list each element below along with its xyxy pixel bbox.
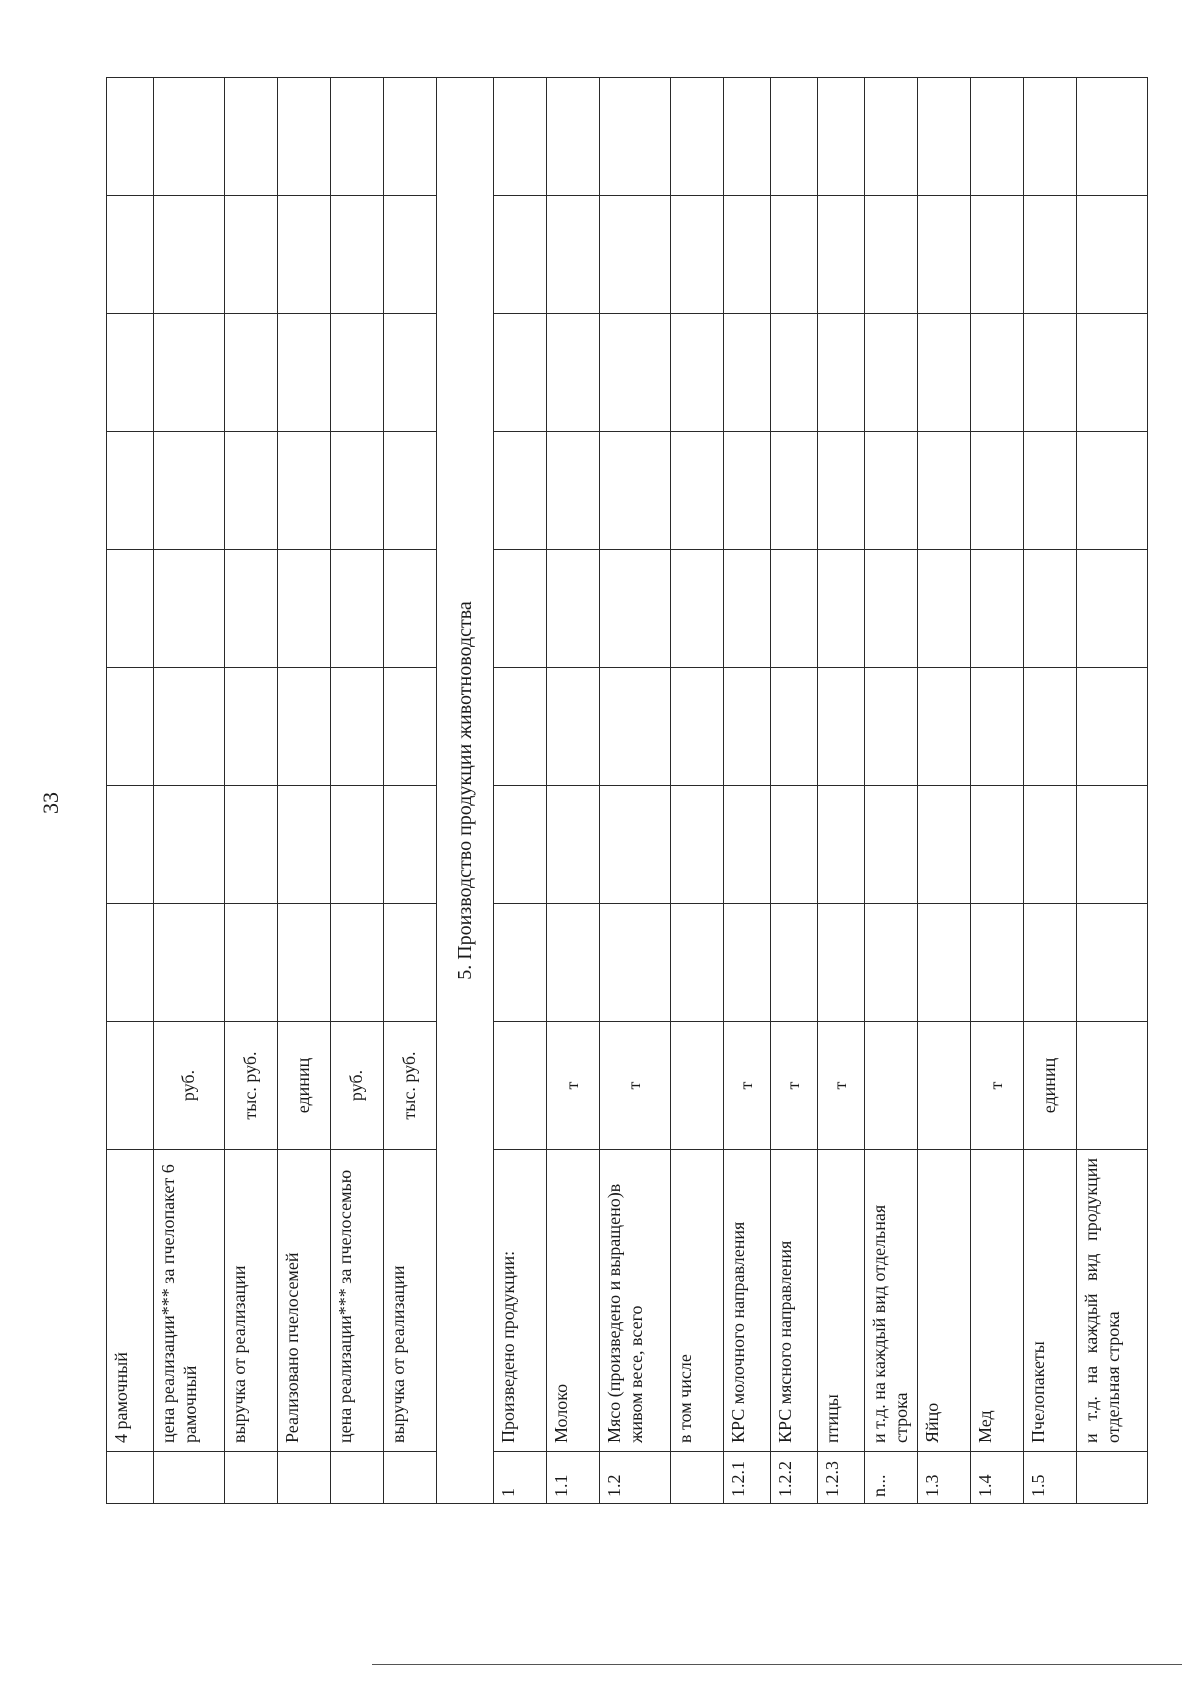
- value-cell: [918, 904, 971, 1022]
- value-cell: [331, 550, 384, 668]
- row-number: n...: [865, 1452, 918, 1504]
- value-cell: [671, 904, 724, 1022]
- value-cell: [278, 904, 331, 1022]
- value-cell: [1077, 786, 1148, 904]
- row-label: Мясо (произведено и выращено)в живом весе, всего: [600, 1150, 671, 1452]
- value-cell: [278, 78, 331, 196]
- value-cell: [547, 550, 600, 668]
- value-cell: [771, 550, 818, 668]
- value-cell: [771, 904, 818, 1022]
- value-cell: [107, 432, 154, 550]
- value-cell: [1024, 78, 1077, 196]
- row-label: Реализовано пчелосемей: [278, 1150, 331, 1452]
- row-number: 1: [494, 1452, 547, 1504]
- value-cell: [865, 550, 918, 668]
- value-cell: [1077, 432, 1148, 550]
- row-number: [225, 1452, 278, 1504]
- value-cell: [494, 432, 547, 550]
- value-cell: [331, 432, 384, 550]
- value-cell: [724, 786, 771, 904]
- value-cell: [971, 196, 1024, 314]
- table-row: [154, 78, 225, 1504]
- value-cell: [278, 668, 331, 786]
- livestock-production-table: [106, 77, 1148, 1504]
- value-cell: [494, 786, 547, 904]
- value-cell: [818, 432, 865, 550]
- value-cell: [771, 196, 818, 314]
- value-cell: [547, 196, 600, 314]
- row-label: в том числе: [671, 1150, 724, 1452]
- value-cell: [278, 196, 331, 314]
- row-unit: руб.: [154, 1022, 225, 1150]
- row-unit: [671, 1022, 724, 1150]
- row-label: птицы: [818, 1150, 865, 1452]
- table-row: [1077, 78, 1148, 1504]
- value-cell: [671, 314, 724, 432]
- value-cell: [865, 314, 918, 432]
- value-cell: [771, 314, 818, 432]
- row-unit: тыс. руб.: [225, 1022, 278, 1150]
- row-number: 1.2.3: [818, 1452, 865, 1504]
- value-cell: [547, 786, 600, 904]
- row-unit: т: [818, 1022, 865, 1150]
- value-cell: [971, 786, 1024, 904]
- value-cell: [971, 314, 1024, 432]
- value-cell: [494, 550, 547, 668]
- table-row: [771, 78, 818, 1504]
- value-cell: [547, 904, 600, 1022]
- value-cell: [225, 668, 278, 786]
- value-cell: [1077, 550, 1148, 668]
- table-row: [971, 78, 1024, 1504]
- value-cell: [1024, 314, 1077, 432]
- value-cell: [107, 196, 154, 314]
- row-number: [671, 1452, 724, 1504]
- value-cell: [107, 550, 154, 668]
- row-unit: [494, 1022, 547, 1150]
- value-cell: [600, 78, 671, 196]
- row-number: [154, 1452, 225, 1504]
- value-cell: [865, 78, 918, 196]
- value-cell: [494, 196, 547, 314]
- value-cell: [600, 668, 671, 786]
- value-cell: [107, 314, 154, 432]
- value-cell: [1077, 78, 1148, 196]
- value-cell: [1077, 668, 1148, 786]
- table-row: [600, 78, 671, 1504]
- table-row: [671, 78, 724, 1504]
- value-cell: [671, 432, 724, 550]
- table-row: [865, 78, 918, 1504]
- value-cell: [918, 78, 971, 196]
- value-cell: [918, 196, 971, 314]
- value-cell: [225, 196, 278, 314]
- row-number: [278, 1452, 331, 1504]
- value-cell: [384, 196, 437, 314]
- value-cell: [384, 668, 437, 786]
- value-cell: [771, 78, 818, 196]
- value-cell: [225, 904, 278, 1022]
- value-cell: [918, 550, 971, 668]
- value-cell: [1024, 550, 1077, 668]
- value-cell: [671, 668, 724, 786]
- value-cell: [154, 904, 225, 1022]
- table-row: [724, 78, 771, 1504]
- value-cell: [771, 432, 818, 550]
- row-unit: т: [600, 1022, 671, 1150]
- value-cell: [331, 904, 384, 1022]
- value-cell: [107, 668, 154, 786]
- value-cell: [278, 314, 331, 432]
- table-row: [1024, 78, 1077, 1504]
- row-unit: [918, 1022, 971, 1150]
- value-cell: [107, 786, 154, 904]
- value-cell: [818, 786, 865, 904]
- value-cell: [331, 78, 384, 196]
- row-unit: [1077, 1022, 1148, 1150]
- table-row: [547, 78, 600, 1504]
- value-cell: [724, 432, 771, 550]
- value-cell: [1024, 196, 1077, 314]
- value-cell: [918, 668, 971, 786]
- row-unit: тыс. руб.: [384, 1022, 437, 1150]
- row-label: цена реализации*** за пчелосемью: [331, 1150, 384, 1452]
- value-cell: [971, 78, 1024, 196]
- value-cell: [865, 786, 918, 904]
- value-cell: [971, 550, 1024, 668]
- table-row: [384, 78, 437, 1504]
- value-cell: [865, 432, 918, 550]
- value-cell: [154, 314, 225, 432]
- row-label: цена реализации*** за пчелопакет 6 рамочный: [154, 1150, 225, 1452]
- value-cell: [971, 432, 1024, 550]
- value-cell: [1024, 786, 1077, 904]
- row-unit: [107, 1022, 154, 1150]
- value-cell: [384, 904, 437, 1022]
- table-row: [494, 78, 547, 1504]
- value-cell: [1024, 904, 1077, 1022]
- value-cell: [724, 78, 771, 196]
- value-cell: [971, 904, 1024, 1022]
- row-unit: единиц: [278, 1022, 331, 1150]
- table-row: [918, 78, 971, 1504]
- row-number: 1.2.1: [724, 1452, 771, 1504]
- value-cell: [547, 432, 600, 550]
- value-cell: [600, 786, 671, 904]
- row-label: КРС молочного направления: [724, 1150, 771, 1452]
- table-row: [818, 78, 865, 1504]
- row-number: 1.1: [547, 1452, 600, 1504]
- value-cell: [771, 668, 818, 786]
- row-number: 1.2.2: [771, 1452, 818, 1504]
- row-label: выручка от реализации: [384, 1150, 437, 1452]
- value-cell: [278, 786, 331, 904]
- value-cell: [918, 432, 971, 550]
- value-cell: [724, 550, 771, 668]
- value-cell: [225, 550, 278, 668]
- row-label: Молоко: [547, 1150, 600, 1452]
- table-row: [278, 78, 331, 1504]
- row-number: [107, 1452, 154, 1504]
- value-cell: [225, 314, 278, 432]
- row-unit: т: [771, 1022, 818, 1150]
- row-number: 1.4: [971, 1452, 1024, 1504]
- value-cell: [384, 78, 437, 196]
- value-cell: [225, 78, 278, 196]
- value-cell: [154, 668, 225, 786]
- value-cell: [494, 314, 547, 432]
- row-unit: т: [971, 1022, 1024, 1150]
- value-cell: [1077, 904, 1148, 1022]
- row-label: Пчелопакеты: [1024, 1150, 1077, 1452]
- value-cell: [724, 314, 771, 432]
- row-label: Мед: [971, 1150, 1024, 1452]
- value-cell: [107, 904, 154, 1022]
- rotated-page-content: [106, 80, 1123, 1504]
- value-cell: [331, 668, 384, 786]
- row-unit: т: [724, 1022, 771, 1150]
- row-number: 1.3: [918, 1452, 971, 1504]
- value-cell: [865, 668, 918, 786]
- value-cell: [724, 196, 771, 314]
- value-cell: [818, 314, 865, 432]
- value-cell: [818, 78, 865, 196]
- value-cell: [1024, 432, 1077, 550]
- row-unit: [865, 1022, 918, 1150]
- row-label: КРС мясного направления: [771, 1150, 818, 1452]
- value-cell: [671, 786, 724, 904]
- value-cell: [818, 196, 865, 314]
- value-cell: [384, 786, 437, 904]
- table-row: [107, 78, 154, 1504]
- value-cell: [494, 78, 547, 196]
- section-header-row: [437, 78, 494, 1504]
- value-cell: [154, 786, 225, 904]
- row-label: выручка от реализации: [225, 1150, 278, 1452]
- value-cell: [331, 786, 384, 904]
- footer-divider: [372, 1664, 1182, 1665]
- value-cell: [278, 432, 331, 550]
- value-cell: [154, 432, 225, 550]
- value-cell: [865, 904, 918, 1022]
- value-cell: [600, 432, 671, 550]
- row-label: 4 рамочный: [107, 1150, 154, 1452]
- value-cell: [918, 314, 971, 432]
- value-cell: [154, 196, 225, 314]
- table-row: [331, 78, 384, 1504]
- value-cell: [1024, 668, 1077, 786]
- value-cell: [384, 432, 437, 550]
- value-cell: [384, 550, 437, 668]
- value-cell: [818, 904, 865, 1022]
- value-cell: [865, 196, 918, 314]
- value-cell: [600, 904, 671, 1022]
- value-cell: [724, 668, 771, 786]
- row-label: Произведено продукции:: [494, 1150, 547, 1452]
- value-cell: [671, 550, 724, 668]
- value-cell: [384, 314, 437, 432]
- value-cell: [818, 668, 865, 786]
- value-cell: [225, 432, 278, 550]
- value-cell: [547, 78, 600, 196]
- row-label: и т.д. на каждый вид отдельная строка: [865, 1150, 918, 1452]
- value-cell: [1077, 314, 1148, 432]
- value-cell: [600, 314, 671, 432]
- value-cell: [671, 196, 724, 314]
- value-cell: [724, 904, 771, 1022]
- value-cell: [547, 314, 600, 432]
- value-cell: [331, 314, 384, 432]
- value-cell: [918, 786, 971, 904]
- value-cell: [107, 78, 154, 196]
- value-cell: [278, 550, 331, 668]
- value-cell: [494, 668, 547, 786]
- value-cell: [600, 550, 671, 668]
- value-cell: [331, 196, 384, 314]
- value-cell: [154, 78, 225, 196]
- value-cell: [671, 78, 724, 196]
- section-title: 5. Производство продукции животноводства: [437, 78, 494, 1504]
- row-unit: единиц: [1024, 1022, 1077, 1150]
- value-cell: [1077, 196, 1148, 314]
- value-cell: [154, 550, 225, 668]
- value-cell: [818, 550, 865, 668]
- value-cell: [771, 786, 818, 904]
- row-unit: руб.: [331, 1022, 384, 1150]
- value-cell: [225, 786, 278, 904]
- row-label: Яйцо: [918, 1150, 971, 1452]
- value-cell: [600, 196, 671, 314]
- row-unit: т: [547, 1022, 600, 1150]
- page-number: 33: [38, 792, 63, 814]
- row-number: 1.2: [600, 1452, 671, 1504]
- table-row: [225, 78, 278, 1504]
- value-cell: [971, 668, 1024, 786]
- row-number: 1.5: [1024, 1452, 1077, 1504]
- row-number: [1077, 1452, 1148, 1504]
- row-number: [331, 1452, 384, 1504]
- value-cell: [494, 904, 547, 1022]
- value-cell: [547, 668, 600, 786]
- row-number: [384, 1452, 437, 1504]
- row-label: и т.д. на каждый вид продукции отдельная строка: [1077, 1150, 1148, 1452]
